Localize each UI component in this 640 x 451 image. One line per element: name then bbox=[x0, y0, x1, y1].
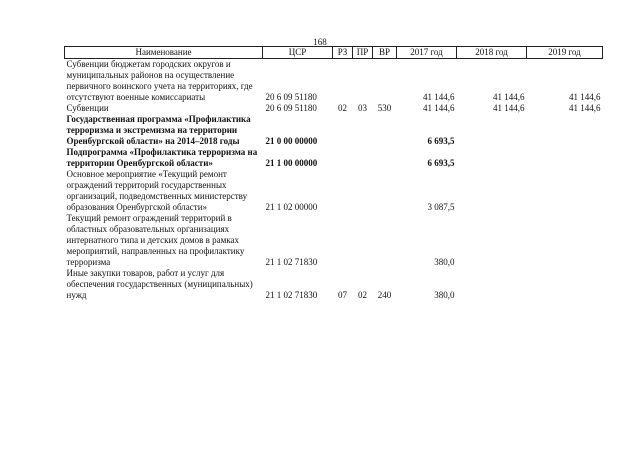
row-rz bbox=[333, 213, 353, 268]
header-2019: 2019 год bbox=[527, 47, 603, 59]
row-2017: 41 144,6 bbox=[423, 103, 455, 113]
row-rz: 02 bbox=[338, 103, 347, 113]
row-vr bbox=[373, 114, 397, 147]
row-2018: 41 144,6 bbox=[493, 92, 525, 102]
row-2017: 6 693,5 bbox=[427, 158, 455, 168]
table-row bbox=[65, 213, 603, 268]
row-vr bbox=[373, 59, 397, 104]
table-row bbox=[65, 114, 603, 147]
row-rz bbox=[333, 147, 353, 169]
row-name: Субвенции бюджетам городских округов и муниципальных районов на осуществление первичного воинского учета на территориях, где отсутствуют военные комиссариаты bbox=[66, 59, 253, 102]
row-vr bbox=[373, 213, 397, 268]
row-vr bbox=[373, 147, 397, 169]
header-name: Наименование bbox=[65, 47, 263, 59]
row-2017: 380,0 bbox=[434, 290, 455, 300]
page-number: 168 bbox=[313, 37, 327, 47]
row-rz bbox=[333, 169, 353, 213]
row-2018 bbox=[457, 147, 527, 169]
table-row bbox=[65, 268, 603, 301]
row-2019: 41 144,6 bbox=[569, 92, 601, 102]
row-pr: 03 bbox=[358, 103, 367, 113]
header-2017: 2017 год bbox=[397, 47, 457, 59]
row-2019 bbox=[527, 114, 603, 147]
row-2017: 380,0 bbox=[434, 257, 455, 267]
row-2019 bbox=[527, 268, 603, 301]
row-csr: 21 1 02 00000 bbox=[265, 202, 318, 212]
header-2018: 2018 год bbox=[457, 47, 527, 59]
row-2017: 3 087,5 bbox=[427, 202, 455, 212]
header-row bbox=[65, 47, 603, 59]
table-row bbox=[65, 169, 603, 213]
row-2017: 6 693,5 bbox=[427, 136, 455, 146]
table-row bbox=[65, 147, 603, 169]
row-pr bbox=[353, 213, 373, 268]
row-pr bbox=[353, 114, 373, 147]
row-name: Основное мероприятие «Текущий ремонт ограждений территорий государственных организаций, подведомственных министерству образования Оренбургской области» bbox=[66, 169, 248, 212]
row-vr: 240 bbox=[377, 290, 392, 300]
header-rz: РЗ bbox=[333, 47, 353, 59]
row-2019 bbox=[527, 213, 603, 268]
row-name: Государственная программа «Профилактика терроризма и экстремизма на территории Оренбургской области» на 2014–2018 годы bbox=[66, 114, 251, 146]
row-pr: 02 bbox=[358, 290, 367, 300]
row-2018: 41 144,6 bbox=[493, 103, 525, 113]
row-name: Подпрограмма «Профилактика терроризма на территории Оренбургской области» bbox=[66, 147, 258, 168]
row-rz bbox=[333, 114, 353, 147]
row-vr bbox=[373, 169, 397, 213]
table-row bbox=[65, 59, 603, 104]
row-csr: 21 1 00 00000 bbox=[265, 158, 318, 168]
row-pr bbox=[353, 147, 373, 169]
row-csr: 20 6 09 51180 bbox=[265, 103, 317, 113]
header-vr: ВР bbox=[373, 47, 397, 59]
row-csr: 21 1 02 71830 bbox=[265, 290, 318, 300]
row-2019 bbox=[527, 169, 603, 213]
row-2018 bbox=[457, 114, 527, 147]
row-2019: 41 144,6 bbox=[569, 103, 601, 113]
row-csr: 21 1 02 71830 bbox=[265, 257, 318, 267]
row-vr: 530 bbox=[377, 103, 392, 113]
budget-table bbox=[64, 46, 603, 301]
row-name: Субвенции bbox=[66, 103, 109, 113]
row-2018 bbox=[457, 213, 527, 268]
row-name: Текущий ремонт ограждений территорий в областных образовательных организациях интернатного типа и детских домов в рамках мероприятий, направленных на профилактику терроризма bbox=[66, 213, 245, 267]
table-row bbox=[65, 103, 603, 114]
header-pr: ПР bbox=[353, 47, 373, 59]
row-pr bbox=[353, 169, 373, 213]
row-pr bbox=[353, 59, 373, 104]
row-name: Иные закупки товаров, работ и услуг для обеспечения государственных (муниципальных) нужд bbox=[66, 268, 253, 300]
row-rz bbox=[333, 59, 353, 104]
row-2019 bbox=[527, 147, 603, 169]
row-csr: 21 0 00 00000 bbox=[265, 136, 318, 146]
header-csr: ЦСР bbox=[263, 47, 333, 59]
row-2018 bbox=[457, 169, 527, 213]
row-2018 bbox=[457, 268, 527, 301]
row-2017: 41 144,6 bbox=[423, 92, 455, 102]
row-csr: 20 6 09 51180 bbox=[265, 92, 317, 102]
row-rz: 07 bbox=[338, 290, 347, 300]
